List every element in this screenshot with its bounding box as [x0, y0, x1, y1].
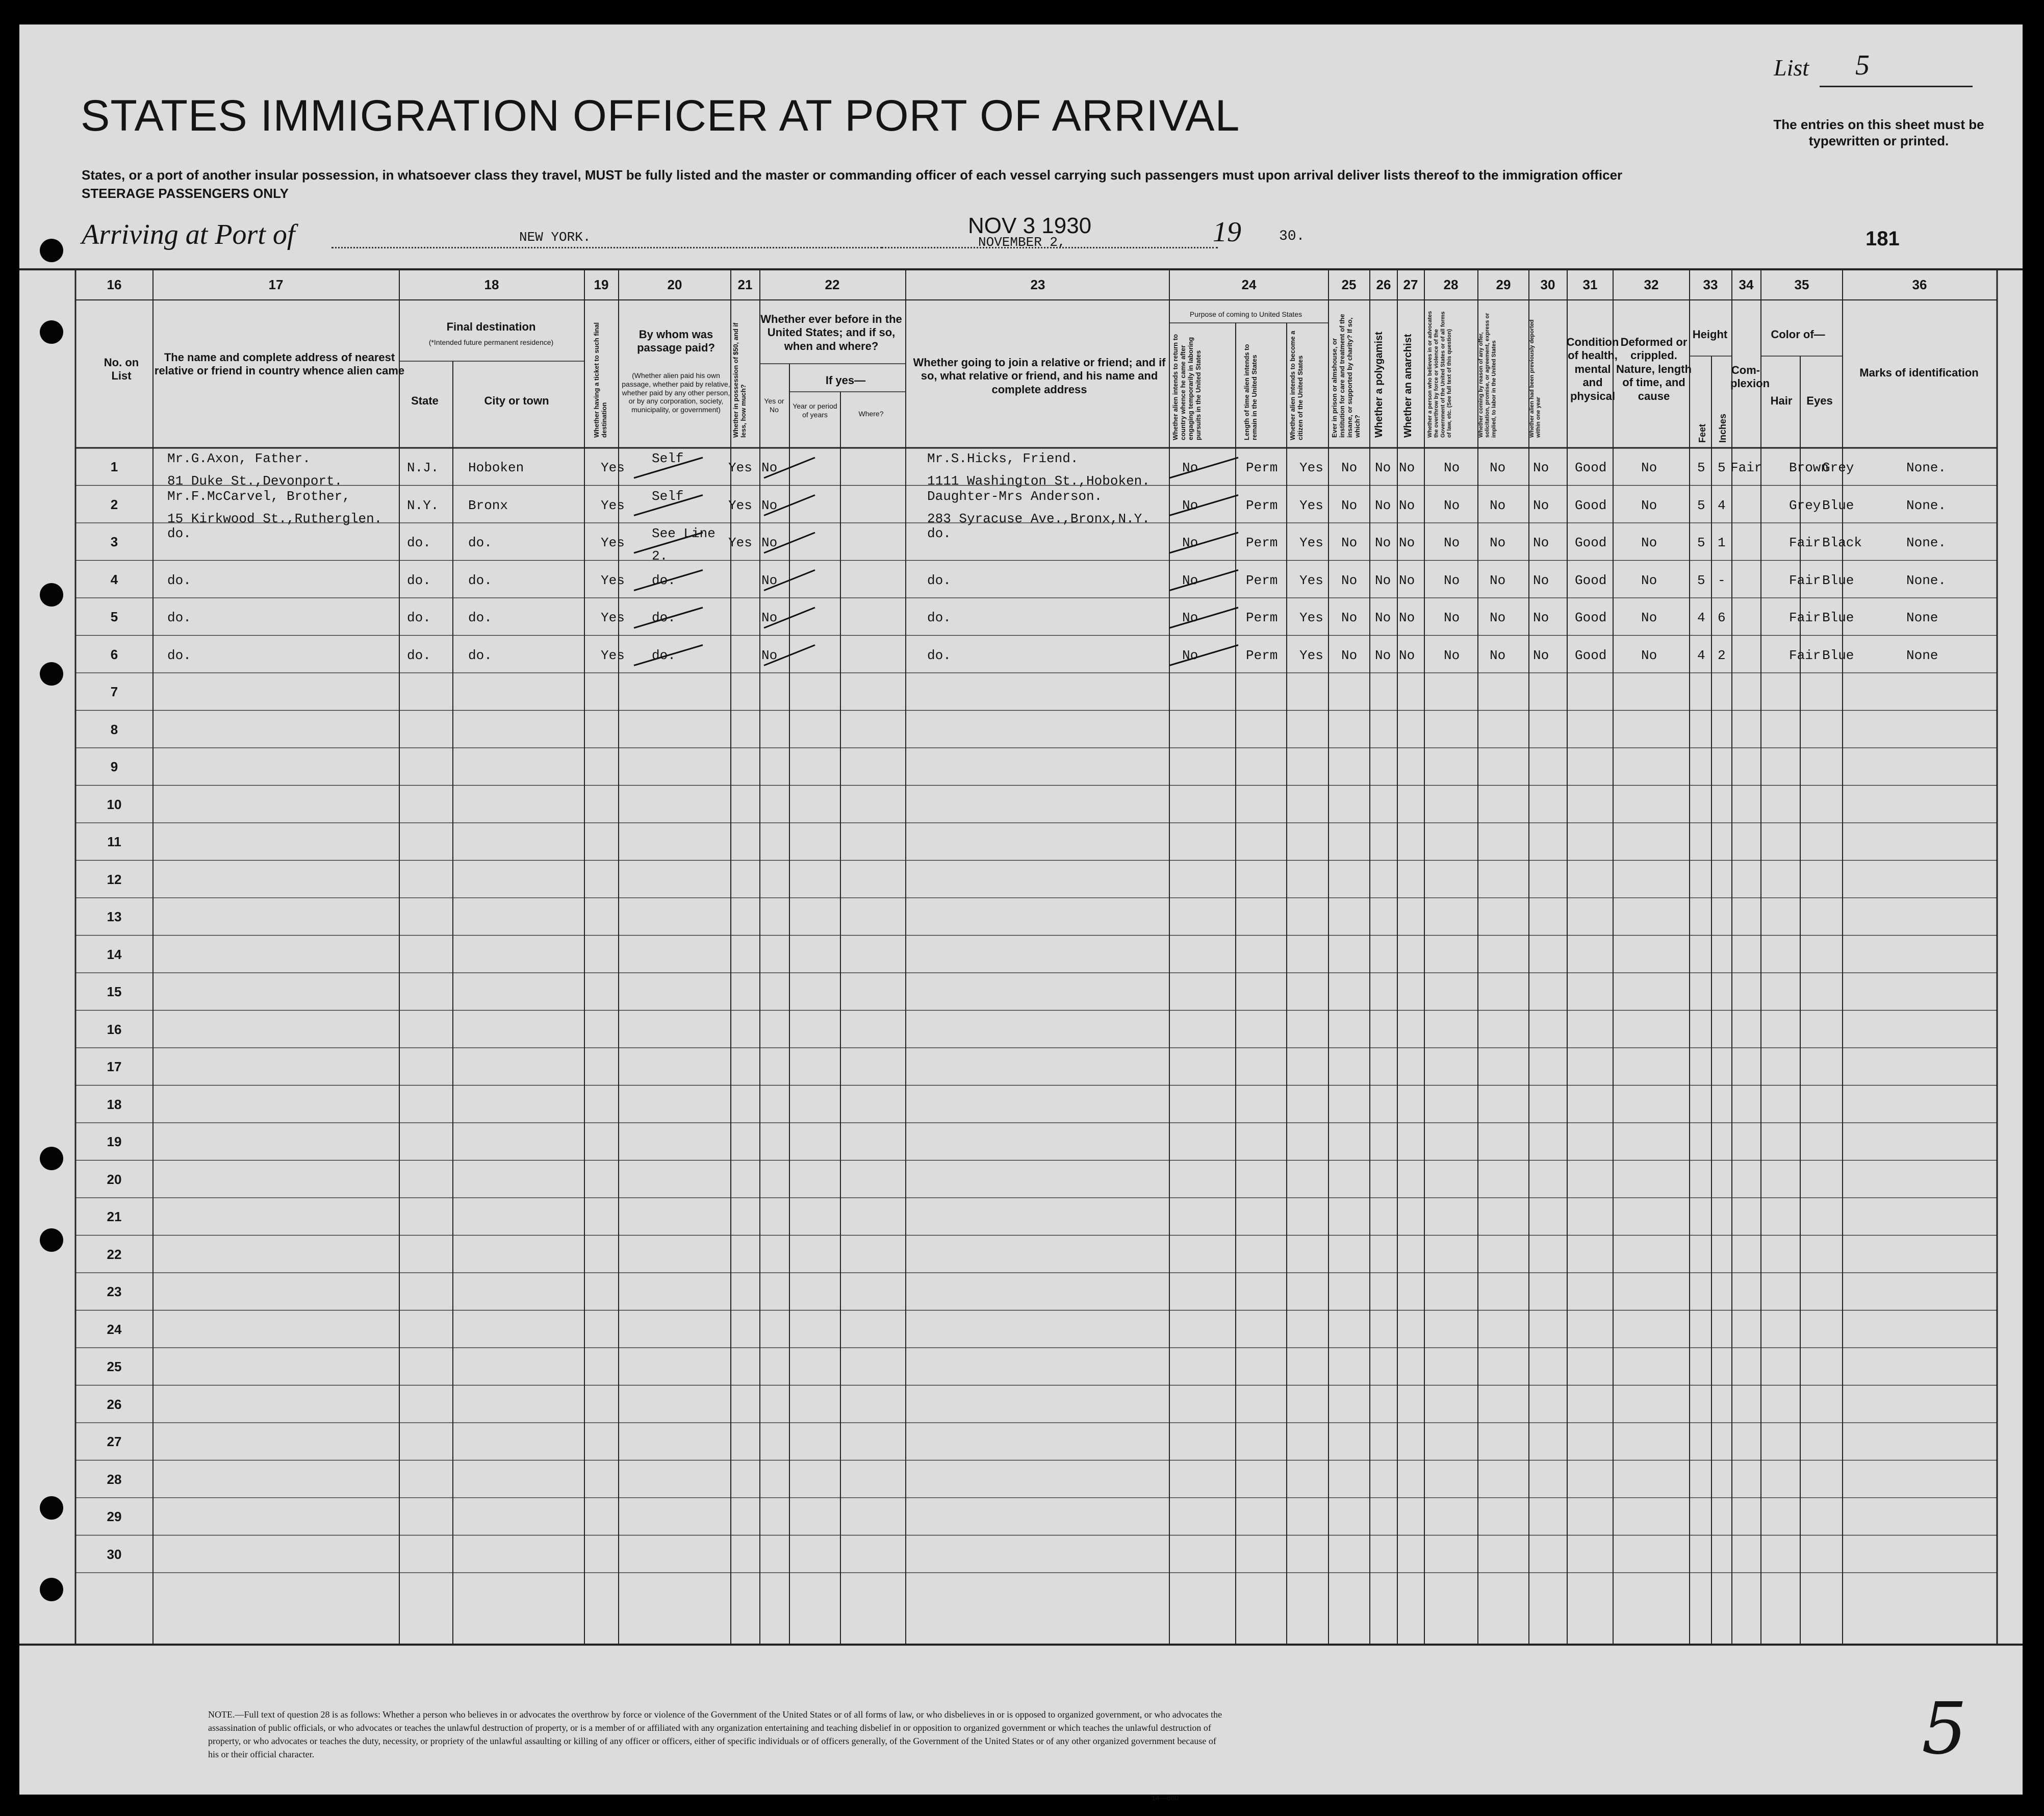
row-number: 13 — [107, 909, 122, 924]
column-number: 23 — [1030, 277, 1045, 292]
cell-marks: None. — [1906, 535, 1947, 550]
row-number: 4 — [110, 571, 118, 587]
cell-inches: 2 — [1718, 647, 1726, 663]
cell-c29: No — [1490, 535, 1506, 550]
cell-eyes: Grey — [1822, 460, 1854, 475]
check-stroke — [1169, 533, 1238, 553]
cell-health: Good — [1575, 647, 1607, 663]
cell-ret: No — [1182, 610, 1198, 625]
cell-state: N.Y. — [407, 497, 439, 513]
row-number: 25 — [107, 1359, 122, 1374]
cell-citizen: Yes — [1299, 535, 1323, 550]
cell-join2: 1111 Washington St.,Hoboken. — [927, 473, 1150, 489]
row-number: 1 — [110, 459, 118, 474]
cell-c30: No — [1533, 497, 1549, 513]
cell-state: do. — [407, 572, 431, 588]
col-31-header: Condition of health, mental and physical — [1566, 336, 1619, 402]
cell-prison: No — [1341, 497, 1358, 513]
col-24a-header: Whether alien intends to return to country whence he came after engaging temporarily in laboring pursuits in the United States — [1171, 334, 1202, 440]
row-number: 21 — [107, 1209, 122, 1224]
cell-c29: No — [1490, 647, 1506, 663]
column-number: 28 — [1443, 277, 1459, 292]
entries-note: The entries on this sheet must be typewritten or printed. — [1773, 117, 1984, 148]
cell-prison: No — [1341, 610, 1358, 625]
col-36-header: Marks of identification — [1859, 366, 1979, 379]
steerage-label: STEERAGE PASSENGERS ONLY — [82, 186, 289, 201]
cell-before: No — [761, 610, 778, 625]
cell-join1: Mr.S.Hicks, Friend. — [927, 451, 1079, 466]
row-number: 2 — [110, 496, 118, 512]
cell-anar: No — [1399, 647, 1415, 663]
cell-health: Good — [1575, 497, 1607, 513]
cell-paid: do. — [652, 572, 676, 588]
cell-paid: See Line — [652, 526, 716, 541]
cell-citizen: Yes — [1299, 572, 1323, 588]
cell-length: Perm — [1246, 497, 1278, 513]
cell-join1: do. — [927, 647, 951, 663]
row-number: 5 — [110, 609, 118, 624]
cell-paid: Self — [652, 488, 684, 504]
cell-length: Perm — [1246, 535, 1278, 550]
row-number: 15 — [107, 984, 122, 999]
cell-length: Perm — [1246, 610, 1278, 625]
cell-deform: No — [1641, 647, 1657, 663]
cell-anar: No — [1399, 497, 1415, 513]
cell-hair: Fair — [1789, 535, 1821, 550]
row-number: 27 — [107, 1434, 122, 1449]
cell-deform: No — [1641, 572, 1657, 588]
port-value: NEW YORK. — [519, 230, 591, 245]
column-number: 20 — [667, 277, 682, 292]
cell-deform: No — [1641, 610, 1657, 625]
date-typed: NOVEMBER 2, — [978, 235, 1066, 250]
cell-deform: No — [1641, 535, 1657, 550]
arriving-label: Arriving at Port of — [82, 219, 295, 250]
cell-inches: - — [1718, 572, 1726, 588]
row-number: 11 — [107, 834, 121, 849]
col-22-yesno: Yes or No — [764, 397, 784, 414]
column-number: 22 — [825, 277, 840, 292]
cell-health: Good — [1575, 535, 1607, 550]
cell-hair: Fair — [1789, 572, 1821, 588]
column-number: 30 — [1540, 277, 1555, 292]
col-35-header: Color of— — [1771, 328, 1825, 341]
cell-health: Good — [1575, 572, 1607, 588]
cell-inches: 4 — [1718, 497, 1726, 513]
manifest-sheet — [19, 24, 2023, 1802]
col-27-header: Whether an anarchist — [1402, 334, 1414, 438]
cell-ret: No — [1182, 535, 1198, 550]
check-stroke — [1169, 495, 1238, 516]
cell-anar: No — [1399, 535, 1415, 550]
cell-rel1: do. — [167, 572, 191, 588]
cell-before: No — [761, 572, 778, 588]
cell-feet: 4 — [1697, 647, 1705, 663]
cell-paid: do. — [652, 610, 676, 625]
row-number: 8 — [110, 721, 118, 737]
col-18-city: City or town — [484, 394, 549, 407]
cell-c30: No — [1533, 535, 1549, 550]
cell-deform: No — [1641, 460, 1657, 475]
cell-ticket: Yes — [601, 535, 625, 550]
cell-eyes: Blue — [1822, 497, 1854, 513]
cell-join1: Daughter-Mrs Anderson. — [927, 488, 1103, 504]
cell-ticket: Yes — [601, 647, 625, 663]
cell-poly: No — [1375, 572, 1391, 588]
col-32-header: Deformed or crippled. Nature, length of time, and cause — [1616, 336, 1692, 402]
cell-inches: 5 — [1718, 460, 1726, 475]
col-20-note: (Whether alien paid his own passage, whether paid by relative, whether paid by any other person, or by any corporation, society, municipality, or government) — [622, 371, 730, 414]
col-22-header: Whether ever before in the United States; and if so, when and where? — [760, 313, 902, 352]
cell-money: Yes — [728, 460, 752, 475]
col-30-header: Whether alien had been previously deported within one year — [1529, 319, 1542, 438]
col-18-header: Final destination — [446, 320, 536, 333]
column-number: 36 — [1912, 277, 1927, 292]
col-26-header: Whether a polygamist — [1373, 332, 1385, 438]
col-29-header: Whether coming by reason of any offer, solicitation, promise, or agreement, express or implied, to labor in the United States — [1478, 313, 1497, 438]
sheet-number: 181 — [1866, 228, 1900, 250]
row-number: 26 — [107, 1396, 122, 1412]
cell-join1: do. — [927, 526, 951, 541]
cell-feet: 5 — [1697, 497, 1705, 513]
cell-length: Perm — [1246, 460, 1278, 475]
cell-marks: None — [1906, 610, 1938, 625]
col-20-header: By whom was passage paid? — [637, 328, 715, 355]
column-number: 35 — [1794, 277, 1809, 292]
handwritten-page-number: 5 — [1922, 1687, 1968, 1771]
cell-eyes: Black — [1822, 535, 1862, 550]
cell-hair: Brown — [1789, 460, 1829, 475]
cell-anar: No — [1399, 460, 1415, 475]
cell-marks: None — [1906, 647, 1938, 663]
row-number: 28 — [107, 1471, 122, 1487]
cell-c29: No — [1490, 610, 1506, 625]
year-label: 19 — [1213, 216, 1241, 248]
cell-rel1: do. — [167, 647, 191, 663]
row-number: 16 — [107, 1021, 122, 1037]
cell-c30: No — [1533, 610, 1549, 625]
col-25-header: Ever in prison or almshouse, or institution for care and treatment of the insane, or supported by charity? If so, which? — [1331, 314, 1361, 438]
col-28-header: Whether a person who believes in or advocates the overthrow by force or violence of the Government of the United States or of all forms of law, etc. (See full text of this question) — [1427, 311, 1452, 438]
col-34-header: Com-plexion — [1730, 364, 1770, 390]
cell-health: Good — [1575, 460, 1607, 475]
cell-money: Yes — [728, 497, 752, 513]
row-number: 24 — [107, 1321, 122, 1337]
cell-paid2: 2. — [652, 548, 668, 564]
cell-poly: No — [1375, 497, 1391, 513]
col-18-note: (*Intended future permanent residence) — [428, 338, 554, 346]
row-number: 22 — [107, 1246, 122, 1262]
cell-hair: Fair — [1789, 647, 1821, 663]
cell-complexion: Fair — [1730, 460, 1762, 475]
cell-eyes: Blue — [1822, 610, 1854, 625]
column-number: 32 — [1644, 277, 1659, 292]
cell-marks: None. — [1906, 572, 1947, 588]
cell-length: Perm — [1246, 647, 1278, 663]
cell-c28: No — [1444, 610, 1460, 625]
cell-city: do. — [468, 535, 492, 550]
cell-ticket: Yes — [601, 460, 625, 475]
row-number: 23 — [107, 1284, 122, 1299]
cell-ret: No — [1182, 572, 1198, 588]
column-number: 19 — [594, 277, 609, 292]
cell-poly: No — [1375, 647, 1391, 663]
cell-city: do. — [468, 647, 492, 663]
cell-deform: No — [1641, 497, 1657, 513]
col-18-state: State — [411, 394, 439, 407]
cell-ret: No — [1182, 497, 1198, 513]
cell-rel1: do. — [167, 526, 191, 541]
row-number: 18 — [107, 1096, 122, 1112]
form-code: 14—680 — [1152, 1794, 1179, 1802]
cell-rel1: do. — [167, 610, 191, 625]
cell-citizen: Yes — [1299, 497, 1323, 513]
cell-before: No — [761, 497, 778, 513]
cell-before: No — [761, 460, 778, 475]
col-33-header: Height — [1692, 328, 1728, 341]
cell-poly: No — [1375, 460, 1391, 475]
cell-city: do. — [468, 572, 492, 588]
cell-state: do. — [407, 535, 431, 550]
cell-c29: No — [1490, 572, 1506, 588]
cell-anar: No — [1399, 572, 1415, 588]
cell-c30: No — [1533, 647, 1549, 663]
col-33-inches: Inches — [1718, 413, 1728, 443]
check-stroke — [1169, 570, 1238, 591]
list-label: List — [1774, 55, 1809, 81]
cell-c28: No — [1444, 497, 1460, 513]
cell-anar: No — [1399, 610, 1415, 625]
col-23-header: Whether going to join a relative or friend; and if so, what relative or friend, and his name and complete address — [913, 356, 1166, 396]
cell-marks: None. — [1906, 460, 1947, 475]
row-number: 6 — [110, 646, 118, 662]
year-value: 30. — [1279, 229, 1305, 244]
cell-rel1: Mr.G.Axon, Father. — [167, 451, 311, 466]
row-number: 12 — [107, 871, 122, 887]
cell-city: Bronx — [468, 497, 508, 513]
cell-ticket: Yes — [601, 610, 625, 625]
column-number: 25 — [1341, 277, 1357, 292]
cell-rel1: Mr.F.McCarvel, Brother, — [167, 488, 350, 504]
cell-city: do. — [468, 610, 492, 625]
check-stroke — [1169, 458, 1238, 478]
column-number: 33 — [1703, 277, 1718, 292]
cell-before: No — [761, 535, 778, 550]
column-number: 31 — [1582, 277, 1598, 292]
cell-c30: No — [1533, 460, 1549, 475]
col-22-ifyes: If yes— — [825, 374, 866, 387]
cell-ret: No — [1182, 647, 1198, 663]
col-24b-header: Length of time alien intends to remain in the United States — [1243, 344, 1258, 440]
cell-inches: 6 — [1718, 610, 1726, 625]
column-number: 34 — [1739, 277, 1754, 292]
row-number: 20 — [107, 1171, 122, 1187]
column-number: 16 — [107, 277, 122, 292]
footnote-question-28: NOTE.—Full text of question 28 is as follows: Whether a person who believes in or advocates the overthrow by force or violence of the Government of the United States or of all forms of law, or who disbelieves in or is opposed to organized government, or who advocates the assassination of public officials, or who advocates or teaches the unlawful destruction of property, or is a member of or affiliated with any organization entertaining and teaching disbelief in or opposition to organized government or which teaches the unlawful destruction of property, or who advocates or teaches the duty, necessity, or propriety of the unlawful assaulting or killing of any officer or officers, either of specific individuals or of officers generally, of the Government of the United States or of any other organized government because of his or their official character. — [208, 1709, 1222, 1759]
cell-citizen: Yes — [1299, 647, 1323, 663]
cell-join2: 283 Syracuse Ave.,Bronx,N.Y. — [927, 511, 1150, 526]
column-number: 26 — [1376, 277, 1391, 292]
cell-state: N.J. — [407, 460, 439, 475]
cell-c30: No — [1533, 572, 1549, 588]
row-number: 14 — [107, 946, 122, 962]
col-24-header: Purpose of coming to United States — [1189, 310, 1302, 318]
cell-marks: None. — [1906, 497, 1947, 513]
col-35-eyes: Eyes — [1806, 394, 1833, 407]
cell-poly: No — [1375, 535, 1391, 550]
cell-city: Hoboken — [468, 460, 524, 475]
column-number: 18 — [484, 277, 499, 292]
column-number: 17 — [268, 277, 284, 292]
row-number: 29 — [107, 1509, 122, 1524]
row-number: 9 — [110, 759, 118, 774]
cell-health: Good — [1575, 610, 1607, 625]
col-35-hair: Hair — [1770, 394, 1793, 407]
cell-feet: 4 — [1697, 610, 1705, 625]
row-number: 30 — [107, 1546, 122, 1562]
cell-prison: No — [1341, 460, 1358, 475]
row-number: 19 — [107, 1134, 122, 1149]
col-17-header: The name and complete address of nearest relative or friend in country whence alien came — [154, 351, 405, 377]
list-number: 5 — [1855, 49, 1870, 81]
col-21-header: Whether in possession of $50, and if less, how much? — [732, 322, 747, 438]
cell-hair: Fair — [1789, 610, 1821, 625]
check-stroke — [1169, 608, 1238, 628]
row-number: 7 — [110, 684, 118, 699]
cell-eyes: Blue — [1822, 647, 1854, 663]
row-number: 17 — [107, 1059, 122, 1074]
column-number: 21 — [737, 277, 753, 292]
cell-paid: Self — [652, 451, 684, 466]
cell-rel2: 15 Kirkwood St.,Rutherglen. — [167, 511, 382, 526]
cell-prison: No — [1341, 535, 1358, 550]
row-number: 3 — [110, 534, 118, 549]
cell-ticket: Yes — [601, 497, 625, 513]
cell-c28: No — [1444, 572, 1460, 588]
cell-ret: No — [1182, 460, 1198, 475]
col-22-years: Year or period of years — [793, 402, 837, 419]
cell-eyes: Blue — [1822, 572, 1854, 588]
form-title: STATES IMMIGRATION OFFICER AT PORT OF ARRIVAL — [81, 91, 1240, 140]
cell-feet: 5 — [1697, 460, 1705, 475]
form-subtitle: States, or a port of another insular possession, in whatsoever class they travel, MUST be fully listed and the master or commanding officer of each vessel carrying such passengers must upon arrival deliver lists thereof to the immigration officer — [82, 167, 1623, 183]
row-number: 10 — [107, 796, 122, 812]
cell-state: do. — [407, 647, 431, 663]
cell-feet: 5 — [1697, 572, 1705, 588]
cell-money: Yes — [728, 535, 752, 550]
cell-c29: No — [1490, 460, 1506, 475]
cell-c28: No — [1444, 535, 1460, 550]
date-stamp: NOV 3 1930 — [968, 213, 1092, 238]
column-number: 29 — [1496, 277, 1511, 292]
cell-prison: No — [1341, 647, 1358, 663]
cell-citizen: Yes — [1299, 460, 1323, 475]
col-16-header: No. on List — [104, 356, 139, 383]
check-stroke — [1169, 645, 1238, 666]
col-24c-header: Whether alien intends to become a citizen of the United States — [1289, 331, 1304, 440]
cell-paid: do. — [652, 647, 676, 663]
col-22-where: Where? — [858, 410, 884, 418]
col-19-header: Whether having a ticket to such final destination — [593, 322, 608, 438]
cell-join1: do. — [927, 610, 951, 625]
cell-state: do. — [407, 610, 431, 625]
cell-prison: No — [1341, 572, 1358, 588]
cell-hair: Grey — [1789, 497, 1821, 513]
column-number: 27 — [1403, 277, 1418, 292]
cell-poly: No — [1375, 610, 1391, 625]
cell-rel2: 81 Duke St.,Devonport. — [167, 473, 343, 489]
cell-feet: 5 — [1697, 535, 1705, 550]
cell-length: Perm — [1246, 572, 1278, 588]
cell-c28: No — [1444, 460, 1460, 475]
col-33-feet: Feet — [1697, 423, 1707, 443]
cell-c29: No — [1490, 497, 1506, 513]
cell-c28: No — [1444, 647, 1460, 663]
column-number: 24 — [1241, 277, 1257, 292]
cell-join1: do. — [927, 572, 951, 588]
cell-inches: 1 — [1718, 535, 1726, 550]
cell-before: No — [761, 647, 778, 663]
cell-citizen: Yes — [1299, 610, 1323, 625]
cell-ticket: Yes — [601, 572, 625, 588]
